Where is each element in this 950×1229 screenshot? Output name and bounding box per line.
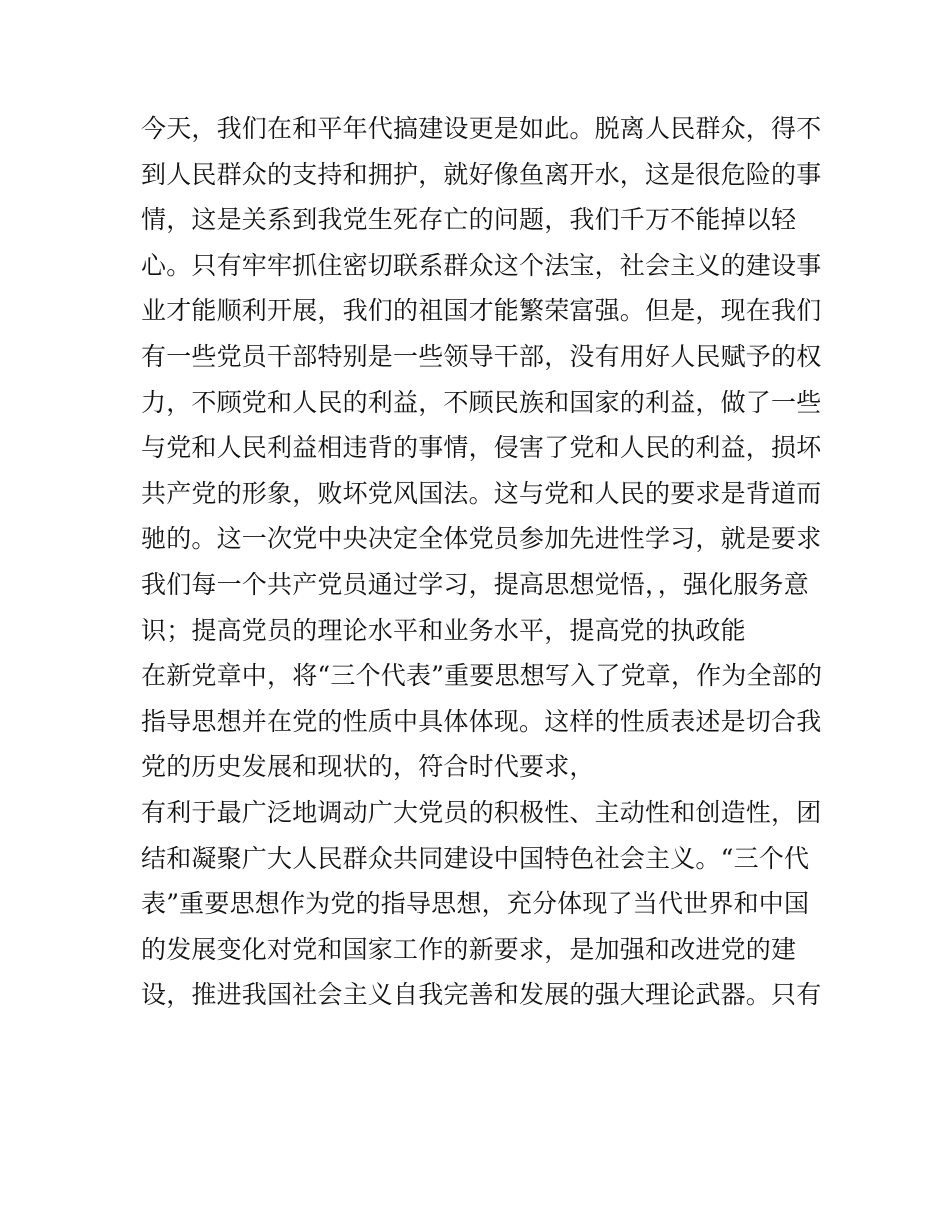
text-line-7: 力，不顾党和人民的利益，不顾民族和国家的利益，做了一些 (141, 387, 822, 417)
text-line-13: 在新党章中，将“三个代表”重要思想写入了党章，作为全部的 (141, 661, 823, 691)
text-line-1: 今天，我们在和平年代搞建设更是如此。脱离人民群众，得不 (141, 114, 822, 143)
text-line-20: 设，推进我国社会主义自我完善和发展的强大理论武器。只有 (141, 980, 822, 1010)
text-line-17: 结和凝聚广大人民群众共同建设中国特色社会主义。“三个代 (141, 843, 810, 873)
text-line-16: 有利于最广泛地调动广大党员的积极性、主动性和创造性，团 (141, 797, 822, 827)
document-body-text (141, 106, 821, 1018)
text-line-19: 的发展变化对党和国家工作的新要求，是加强和改进党的建 (141, 934, 797, 964)
text-line-11: 我们每一个共产党员通过学习，提高思想觉悟，，强化服务意 (141, 569, 809, 599)
text-line-15: 党的历史发展和现状的，符合时代要求， (141, 752, 595, 782)
text-line-2: 到人民群众的支持和拥护，就好像鱼离开水，这是很危险的事 (141, 159, 822, 189)
text-line-12: 识；提高党员的理论水平和业务水平，提高党的执政能 (141, 615, 746, 645)
text-line-6: 有一些党员干部特别是一些领导干部，没有用好人民赋予的权 (141, 341, 822, 371)
text-line-3: 情，这是关系到我党生死存亡的问题，我们千万不能掉以轻 (141, 205, 797, 235)
text-line-10: 驰的。这一次党中央决定全体党员参加先进性学习，就是要求 (141, 524, 822, 554)
text-line-14: 指导思想并在党的性质中具体体现。这样的性质表述是切合我 (141, 706, 822, 736)
text-line-9: 共产党的形象，败坏党风国法。这与党和人民的要求是背道而 (141, 478, 822, 508)
text-line-5: 业才能顺利开展，我们的祖国才能繁荣富强。但是，现在我们 (141, 296, 822, 326)
text-line-4: 心。只有牢牢抓住密切联系群众这个法宝，社会主义的建设事 (141, 250, 822, 280)
text-line-18: 表”重要思想作为党的指导思想，充分体现了当代世界和中国 (141, 889, 810, 919)
text-line-8: 与党和人民利益相违背的事情，侵害了党和人民的利益，损坏 (141, 433, 822, 463)
